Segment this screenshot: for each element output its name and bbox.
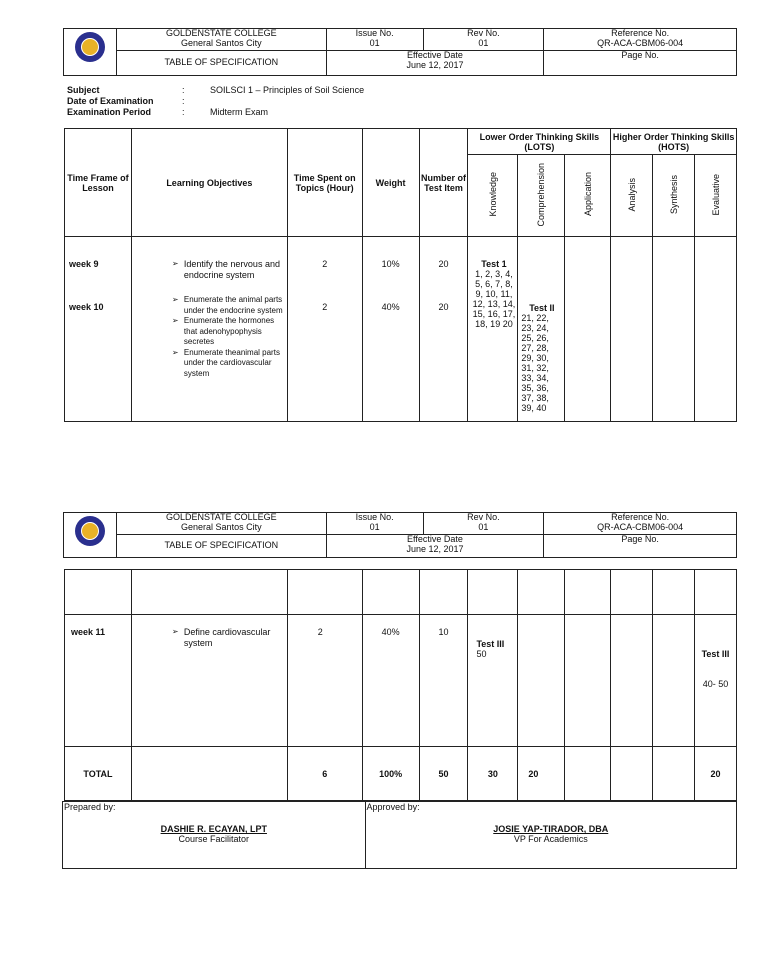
col-num-items: Number of Test Item <box>421 172 466 193</box>
col-application: Application <box>582 172 593 217</box>
rev-value: 01 <box>478 37 489 48</box>
knowledge-test-title: Test 1 <box>481 259 507 269</box>
knowledge-test-title: Test III <box>476 639 505 649</box>
objective-item: ➢ Define cardiovascular system <box>172 627 283 648</box>
issue-label: Issue No. <box>355 512 394 522</box>
effective-value: June 12, 2017 <box>406 59 464 70</box>
prepared-title: Course Facilitator <box>178 834 250 844</box>
total-comprehension: 20 <box>528 768 539 779</box>
college-seal-icon <box>75 32 105 62</box>
hours-value: 2 <box>322 302 328 312</box>
approved-name: JOSIE YAP-TIRADOR, DBA <box>493 824 609 834</box>
subject-label: Subject <box>67 85 100 95</box>
evaluative-test-items: 40- 50 <box>702 679 729 689</box>
objective-item: ➢ Enumerate theanimal parts under the cardiovascular system <box>172 348 283 380</box>
week-label: week 10 <box>69 302 104 312</box>
college-city: General Santos City <box>181 521 262 532</box>
college-seal-icon <box>75 516 105 546</box>
rev-label: Rev No. <box>467 28 500 38</box>
col-evaluative: Evaluative <box>710 173 721 216</box>
total-evaluative: 20 <box>710 768 721 779</box>
approved-title: VP For Academics <box>513 834 588 844</box>
knowledge-test-items: 1, 2, 3, 4, 5, 6, 7, 8, 9, 10, 11, 12, 13, 14, 15, 16, 17, 18, 19 20 <box>472 269 516 329</box>
ref-value: QR-ACA-CBM06-004 <box>597 521 684 532</box>
subject-value: SOILSCI 1 – Principles of Soil Science <box>210 85 365 95</box>
objective-item: ➢ Identify the nervous and endocrine system <box>172 259 283 280</box>
prepared-label: Prepared by: <box>64 802 116 812</box>
doc-title: TABLE OF SPECIFICATION <box>164 540 279 551</box>
prepared-name: DASHIE R. ECAYAN, LPT <box>160 824 267 834</box>
college-name: GOLDENSTATE COLLEGE <box>165 28 277 38</box>
rev-label: Rev No. <box>467 512 500 522</box>
spec-table-1 <box>64 128 737 422</box>
weight-value: 40% <box>381 302 400 312</box>
comprehension-test-title: Test II <box>529 303 555 313</box>
weight-value: 40% <box>381 627 400 637</box>
table-row <box>65 237 737 422</box>
effective-label: Effective Date <box>407 534 463 544</box>
page-label: Page No. <box>621 50 659 60</box>
col-comprehension: Comprehension <box>536 162 547 227</box>
table-row <box>65 615 737 747</box>
col-synthesis: Synthesis <box>668 174 679 215</box>
doc-title: TABLE OF SPECIFICATION <box>164 57 279 68</box>
col-weight: Weight <box>375 177 406 188</box>
hours-value: 2 <box>317 627 323 637</box>
knowledge-test-items: 50 <box>476 649 487 659</box>
items-value: 20 <box>438 259 449 269</box>
ref-value: QR-ACA-CBM06-004 <box>597 37 684 48</box>
effective-value: June 12, 2017 <box>406 543 464 554</box>
period-label: Examination Period <box>67 107 152 117</box>
approved-label: Approved by: <box>366 802 420 812</box>
page-label: Page No. <box>621 534 659 544</box>
col-time-frame: Time Frame of Lesson <box>67 172 129 193</box>
col-hots: Higher Order Thinking Skills (HOTS) <box>612 131 735 152</box>
hours-value: 2 <box>322 259 328 269</box>
issue-value: 01 <box>369 37 380 48</box>
total-knowledge: 30 <box>487 768 498 779</box>
items-value: 10 <box>438 627 449 637</box>
issue-label: Issue No. <box>355 28 394 38</box>
evaluative-test-title: Test III <box>701 649 730 659</box>
col-analysis: Analysis <box>626 177 637 212</box>
col-knowledge: Knowledge <box>487 172 498 217</box>
ref-label: Reference No. <box>611 512 670 522</box>
total-items: 50 <box>438 768 449 779</box>
period-value: Midterm Exam <box>210 107 269 117</box>
total-row <box>65 747 737 801</box>
issue-value: 01 <box>369 521 380 532</box>
col-lots: Lower Order Thinking Skills (LOTS) <box>479 131 600 152</box>
college-city: General Santos City <box>181 37 262 48</box>
total-label: TOTAL <box>83 768 113 779</box>
col-objectives: Learning Objectives <box>166 177 253 188</box>
college-logo <box>64 29 117 76</box>
weight-value: 10% <box>381 259 400 269</box>
header-table-2 <box>63 512 737 558</box>
items-value: 20 <box>438 302 449 312</box>
total-weight: 100% <box>379 768 403 779</box>
effective-label: Effective Date <box>407 50 463 60</box>
total-hours: 6 <box>322 768 328 779</box>
college-name: GOLDENSTATE COLLEGE <box>165 512 277 522</box>
week-label: week 9 <box>69 259 99 269</box>
col-time-spent: Time Spent on Topics (Hour) <box>293 172 356 193</box>
spec-table-2 <box>64 569 737 801</box>
signature-table <box>62 801 737 869</box>
rev-value: 01 <box>478 521 489 532</box>
objective-item: ➢ Enumerate the animal parts under the endocrine system <box>172 295 283 316</box>
college-logo <box>64 513 117 558</box>
week-label: week 11 <box>71 627 106 637</box>
ref-label: Reference No. <box>611 28 670 38</box>
comprehension-test-items: 21, 22, 23, 24, 25, 26, 27, 28, 29, 30, 31, 32, 33, 34, 35, 36, 37, 38, 39, 40 <box>521 313 549 413</box>
objective-item: ➢ Enumerate the hormones that adenohypophysis secretes <box>172 316 283 348</box>
header-table-1 <box>63 28 737 76</box>
date-label: Date of Examination <box>67 96 154 106</box>
